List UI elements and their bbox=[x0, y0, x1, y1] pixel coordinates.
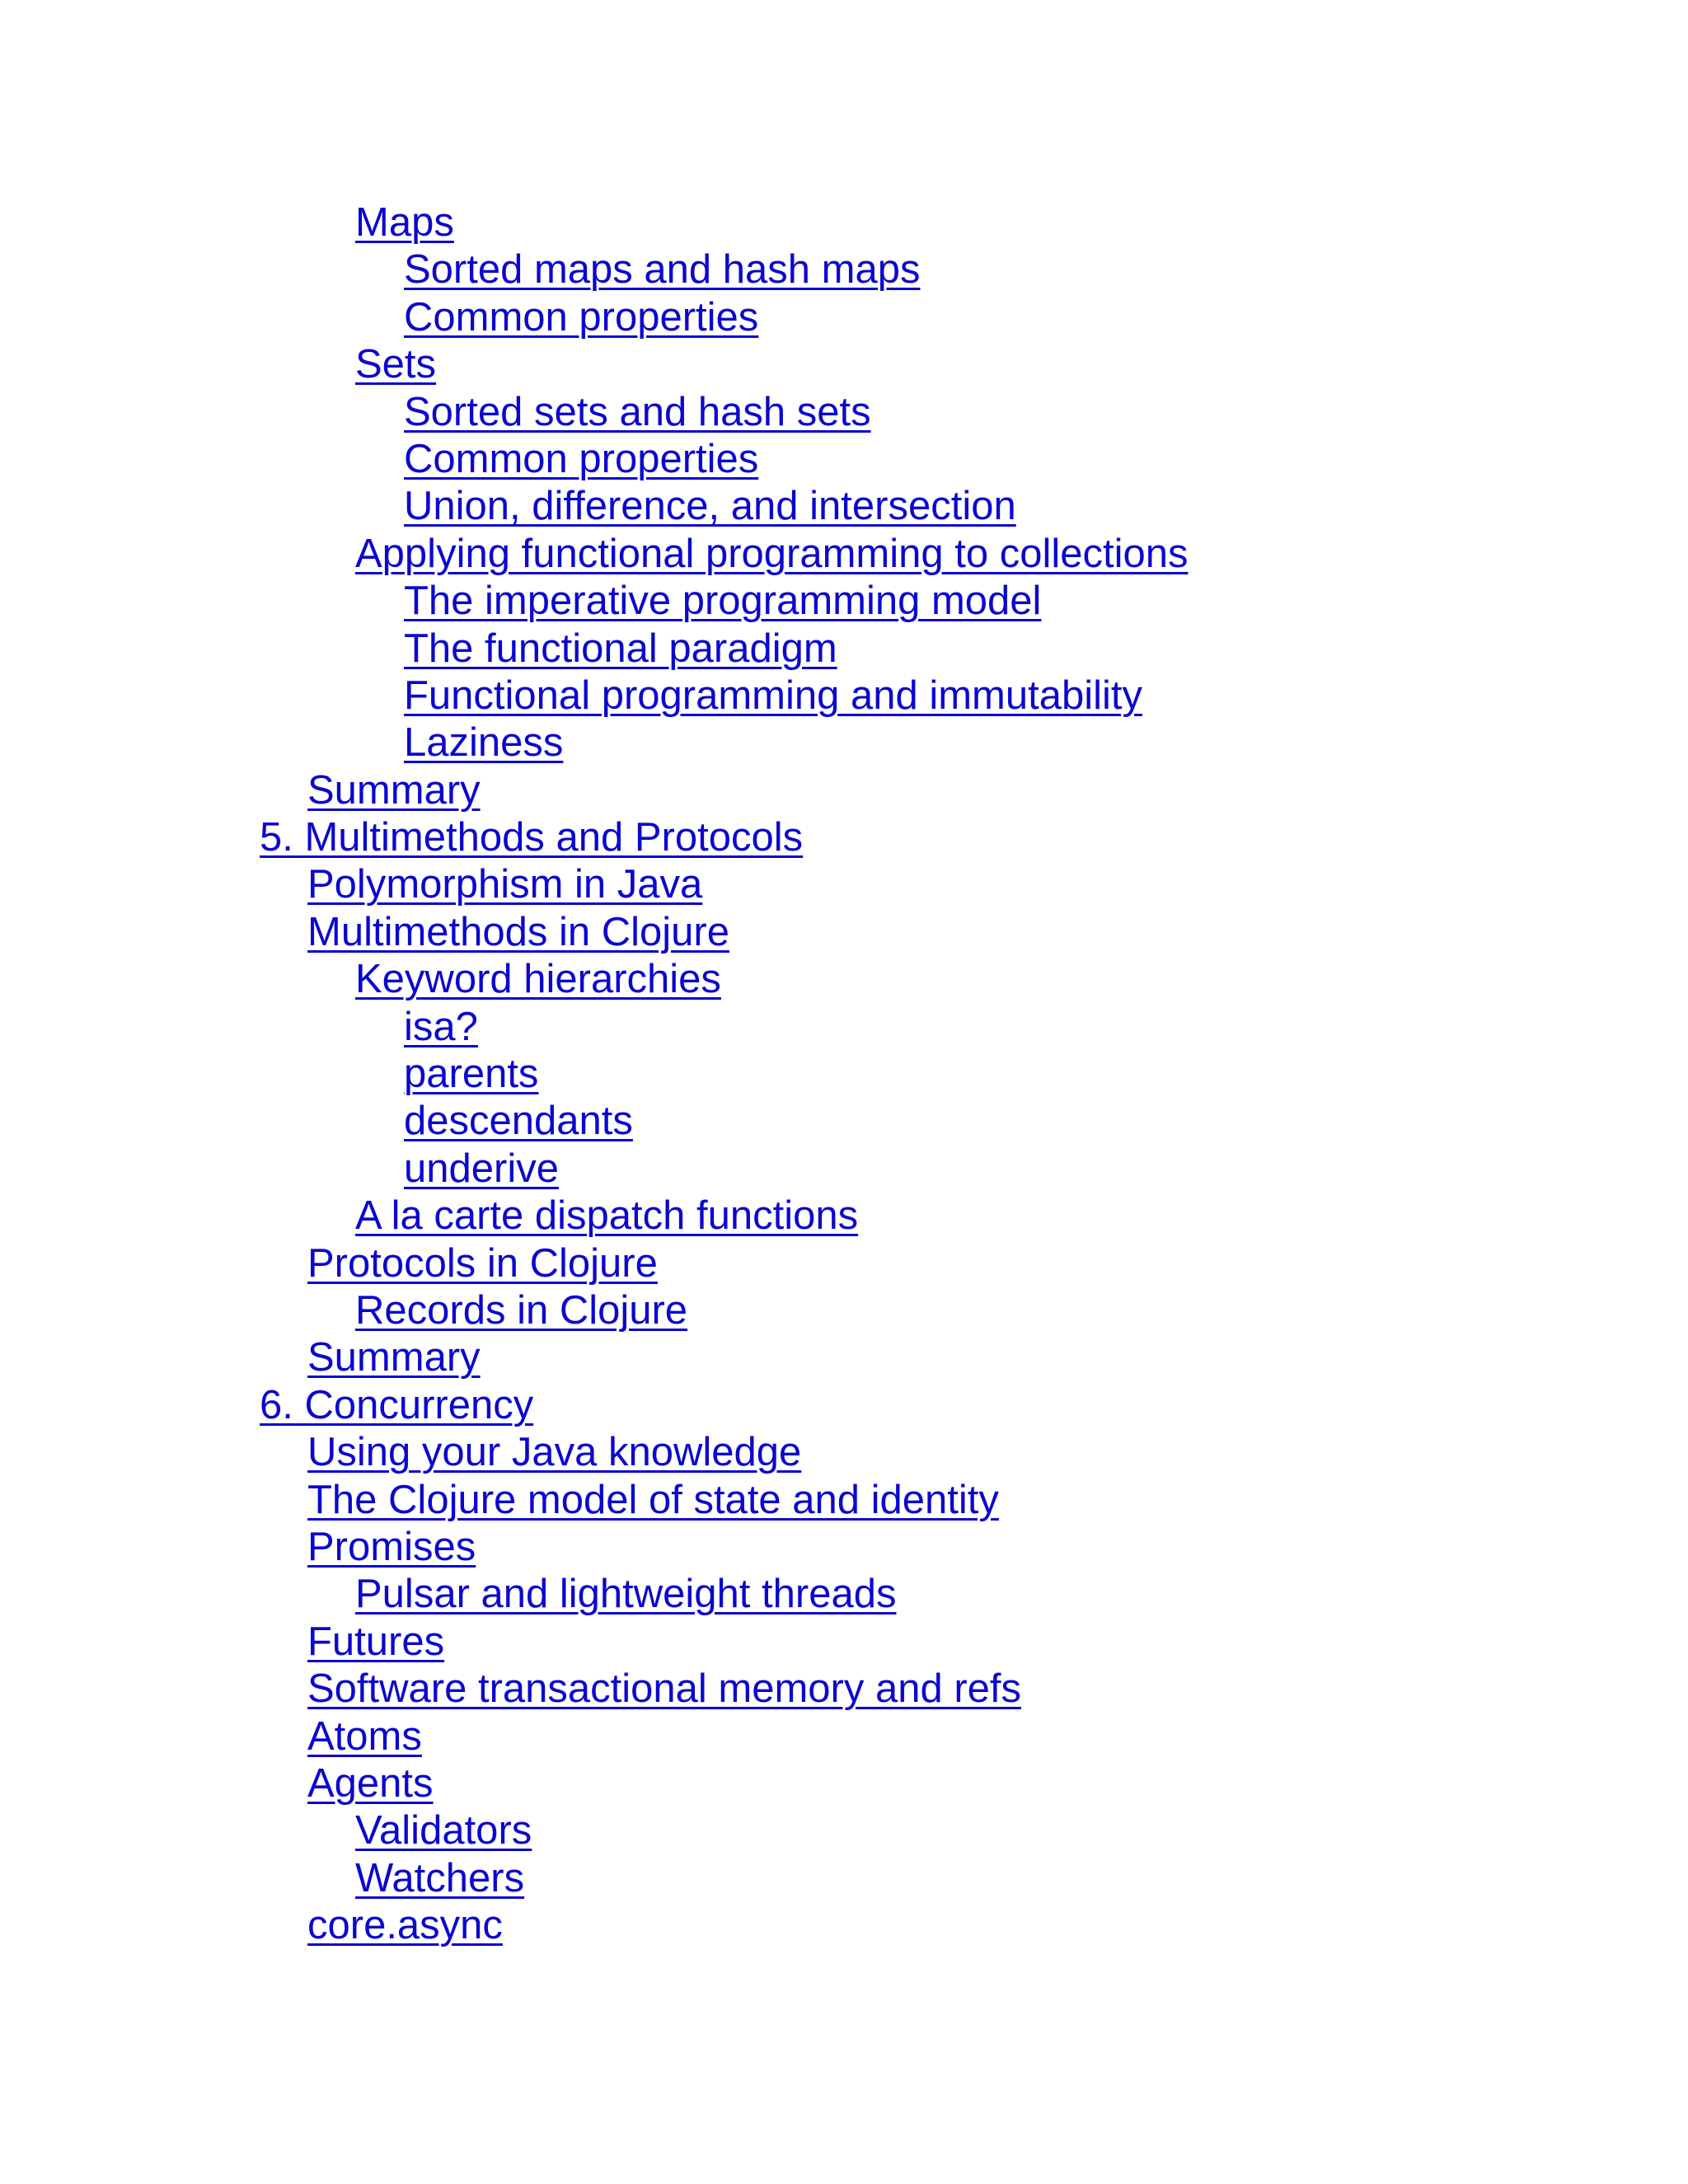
toc-link[interactable]: Applying functional programming to collections bbox=[355, 531, 1189, 576]
toc-entry bbox=[0, 483, 1688, 530]
toc-entry bbox=[0, 1146, 1688, 1193]
toc-entry bbox=[0, 1477, 1688, 1524]
toc-link[interactable]: Common properties bbox=[404, 294, 759, 340]
toc-link[interactable]: Futures bbox=[307, 1619, 445, 1664]
toc-link[interactable]: Watchers bbox=[355, 1855, 525, 1900]
toc-entry bbox=[0, 673, 1688, 719]
toc-entry bbox=[0, 341, 1688, 388]
toc-entry bbox=[0, 1240, 1688, 1287]
toc-entry bbox=[0, 1334, 1688, 1381]
toc-link[interactable]: Agents bbox=[307, 1760, 434, 1806]
toc-link[interactable]: descendants bbox=[404, 1099, 633, 1144]
toc-link[interactable]: Pulsar and lightweight threads bbox=[355, 1572, 897, 1617]
toc-link[interactable]: The functional paradigm bbox=[404, 626, 837, 671]
toc-link[interactable]: Maps bbox=[355, 200, 454, 245]
toc-entry bbox=[0, 956, 1688, 1003]
toc-link[interactable]: Validators bbox=[355, 1808, 532, 1854]
toc-entry bbox=[0, 1287, 1688, 1334]
toc-entry bbox=[0, 1855, 1688, 1902]
toc-entry bbox=[0, 861, 1688, 908]
toc-entry bbox=[0, 246, 1688, 293]
toc-entry bbox=[0, 1193, 1688, 1240]
toc-entry bbox=[0, 909, 1688, 956]
toc-link[interactable]: Functional programming and immutability bbox=[404, 673, 1142, 718]
toc-entry bbox=[0, 199, 1688, 246]
toc-entry bbox=[0, 1382, 1688, 1429]
toc-link[interactable]: Software transactional memory and refs bbox=[307, 1666, 1022, 1712]
toc-entry bbox=[0, 719, 1688, 766]
toc-link[interactable]: Sorted maps and hash maps bbox=[404, 247, 921, 293]
table-of-contents bbox=[0, 199, 1688, 1949]
toc-link[interactable]: Atoms bbox=[307, 1713, 422, 1759]
toc-link[interactable]: Sorted sets and hash sets bbox=[404, 389, 871, 434]
toc-entry bbox=[0, 1524, 1688, 1571]
toc-entry bbox=[0, 1666, 1688, 1713]
toc-link[interactable]: parents bbox=[404, 1052, 539, 1097]
toc-link[interactable]: Union, difference, and intersection bbox=[404, 484, 1016, 529]
toc-entry bbox=[0, 626, 1688, 673]
toc-link[interactable]: Summary bbox=[307, 1335, 481, 1380]
toc-link[interactable]: Keyword hierarchies bbox=[355, 957, 721, 1002]
toc-entry bbox=[0, 1807, 1688, 1854]
toc-link[interactable]: Records in Clojure bbox=[355, 1287, 688, 1333]
toc-link[interactable]: 6. Concurrency bbox=[260, 1382, 534, 1427]
toc-link[interactable]: 5. Multimethods and Protocols bbox=[260, 815, 804, 860]
toc-entry bbox=[0, 1004, 1688, 1051]
toc-entry bbox=[0, 1429, 1688, 1476]
toc-link[interactable]: Protocols in Clojure bbox=[307, 1240, 658, 1286]
toc-link[interactable]: underive bbox=[404, 1146, 559, 1191]
toc-entry bbox=[0, 1902, 1688, 1949]
toc-link[interactable]: The Clojure model of state and identity bbox=[307, 1477, 999, 1522]
toc-link[interactable]: Laziness bbox=[404, 720, 564, 766]
toc-link[interactable]: A la carte dispatch functions bbox=[355, 1193, 859, 1239]
toc-entry bbox=[0, 1619, 1688, 1666]
toc-link[interactable]: Using your Java knowledge bbox=[307, 1430, 802, 1475]
toc-link[interactable]: Summary bbox=[307, 767, 481, 813]
toc-entry bbox=[0, 767, 1688, 814]
toc-entry bbox=[0, 1571, 1688, 1618]
toc-entry bbox=[0, 578, 1688, 625]
toc-link[interactable]: core.async bbox=[307, 1903, 503, 1948]
toc-entry bbox=[0, 294, 1688, 341]
toc-link[interactable]: Promises bbox=[307, 1524, 476, 1569]
toc-entry bbox=[0, 436, 1688, 483]
toc-entry bbox=[0, 389, 1688, 436]
toc-entry bbox=[0, 1098, 1688, 1145]
toc-entry bbox=[0, 1713, 1688, 1760]
toc-link[interactable]: Sets bbox=[355, 342, 437, 387]
toc-entry bbox=[0, 1051, 1688, 1098]
toc-entry bbox=[0, 814, 1688, 861]
toc-link[interactable]: isa? bbox=[404, 1004, 478, 1049]
toc-entry bbox=[0, 1760, 1688, 1807]
toc-entry bbox=[0, 531, 1688, 578]
toc-link[interactable]: Common properties bbox=[404, 436, 759, 481]
toc-link[interactable]: Multimethods in Clojure bbox=[307, 909, 729, 954]
toc-link[interactable]: The imperative programming model bbox=[404, 579, 1042, 624]
toc-link[interactable]: Polymorphism in Java bbox=[307, 862, 703, 907]
